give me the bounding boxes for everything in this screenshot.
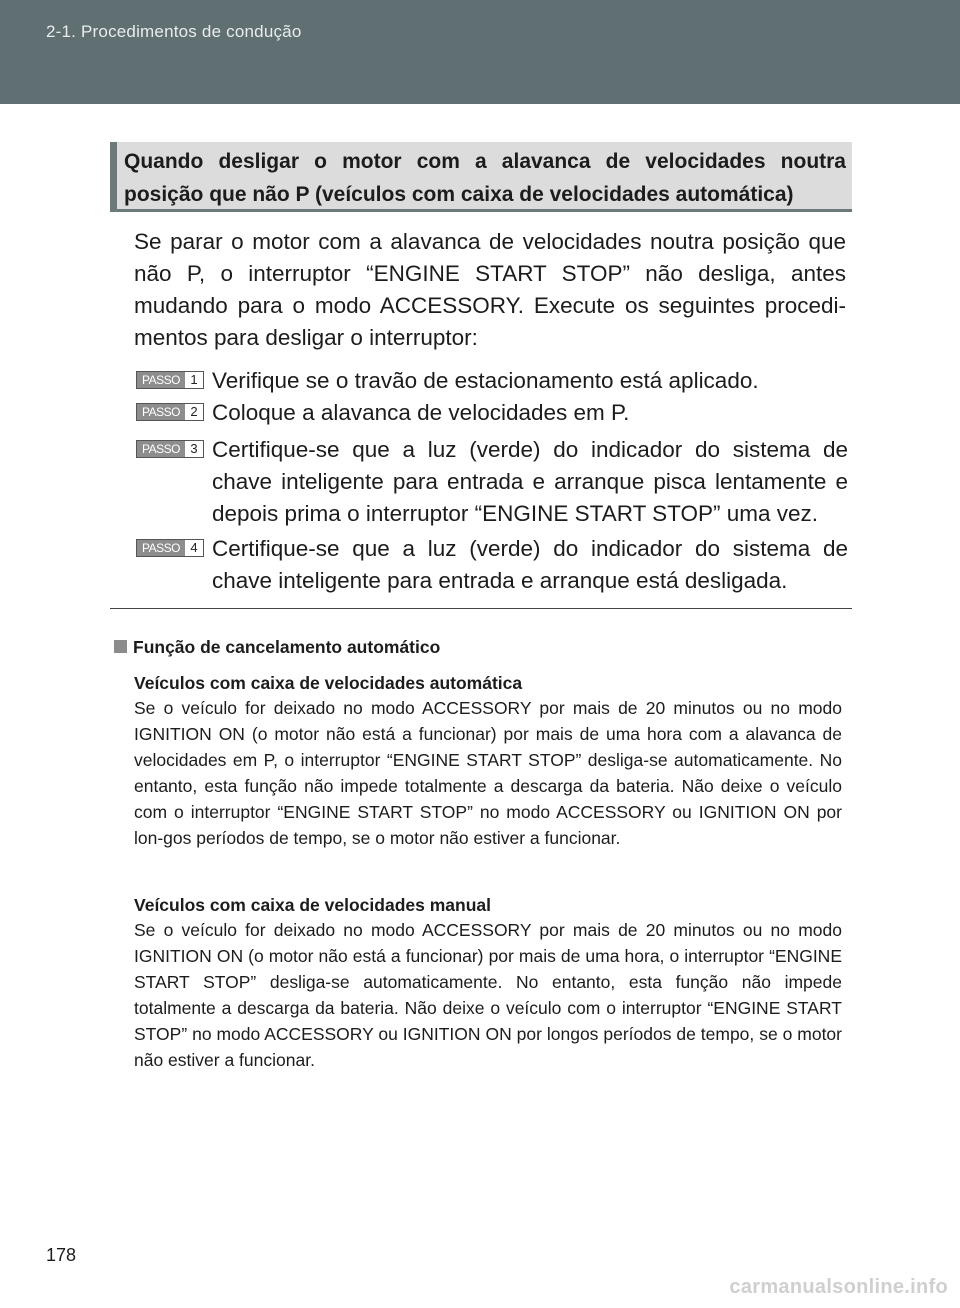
step-badge-number: 2 <box>190 404 198 419</box>
manual-note-text: Se o veículo for deixado no modo ACCESSORY por mais de 20 minutos ou no modo IGNITION ON (o motor não está a funcionar) por mais de uma hora, o interruptor “ENGINE START STOP” desliga-se automaticamente. No entanto, esta função não impede totalmente a descarga da bateria. Não deixe o veículo com o interruptor “ENGINE START STOP” no modo ACCESSORY ou IGNITION ON por longos períodos de tempo, se o motor não estiver a funcionar. <box>134 920 842 1070</box>
step-1 <box>136 365 848 397</box>
section-divider <box>110 608 852 609</box>
manual-note-heading: Veículos com caixa de velocidades manual <box>134 895 491 915</box>
step-badge-label: PASSO <box>137 372 185 388</box>
step-badge <box>136 403 204 421</box>
square-bullet-icon <box>114 640 127 653</box>
step-text: Certifique-se que a luz (verde) do indicador do sistema de chave inteligente para entrada e arranque pisca lentamente e depois prima o interruptor “ENGINE START STOP” uma vez. <box>212 437 848 526</box>
step-badge-number: 1 <box>190 372 198 387</box>
intro-paragraph: Se parar o motor com a alavanca de velocidades noutra posição que não P, o interruptor “ENGINE START STOP” não desliga, antes mudando para o modo ACCESSORY. Execute os seguintes procedi-mentos para desligar o interruptor: <box>134 229 846 350</box>
step-2 <box>136 397 848 429</box>
step-badge <box>136 371 204 389</box>
step-3 <box>136 434 848 530</box>
page-number: 178 <box>46 1245 77 1265</box>
section-title: Quando desligar o motor com a alavanca de velocidades noutra posição que não P (veículos com caixa de velocidades automática) <box>124 150 846 206</box>
step-badge-label: PASSO <box>137 540 185 556</box>
page-header <box>0 0 960 104</box>
notes-heading-text: Função de cancelamento automático <box>133 637 441 657</box>
step-badge-label: PASSO <box>137 441 185 457</box>
step-badge <box>136 539 204 557</box>
step-text: Certifique-se que a luz (verde) do indicador do sistema de chave inteligente para entrada e arranque está desligada. <box>212 536 848 593</box>
step-badge-number: 4 <box>190 540 198 555</box>
notes-heading <box>114 636 440 658</box>
automatic-note-text: Se o veículo for deixado no modo ACCESSORY por mais de 20 minutos ou no modo IGNITION ON (o motor não está a funcionar) por mais de uma hora com a alavanca de velocidades em P, o interruptor “ENGINE START STOP” desliga-se automaticamente. No entanto, esta função não impede totalmente a descarga da bateria. Não deixe o veículo com o interruptor “ENGINE START STOP” no modo ACCESSORY ou IGNITION ON por lon-gos períodos de tempo, se o motor não estiver a funcionar. <box>134 698 842 848</box>
step-text: Verifique se o travão de estacionamento está aplicado. <box>212 368 759 393</box>
step-badge <box>136 440 204 458</box>
step-4 <box>136 533 848 597</box>
manual-note <box>134 893 842 1073</box>
step-badge-number: 3 <box>190 441 198 456</box>
automatic-note <box>134 671 842 851</box>
watermark: carmanualsonline.info <box>729 1276 948 1298</box>
automatic-note-heading: Veículos com caixa de velocidades automática <box>134 673 523 693</box>
breadcrumb: 2-1. Procedimentos de condução <box>46 22 302 41</box>
step-text: Coloque a alavanca de velocidades em P. <box>212 400 630 425</box>
step-badge-label: PASSO <box>137 404 185 420</box>
